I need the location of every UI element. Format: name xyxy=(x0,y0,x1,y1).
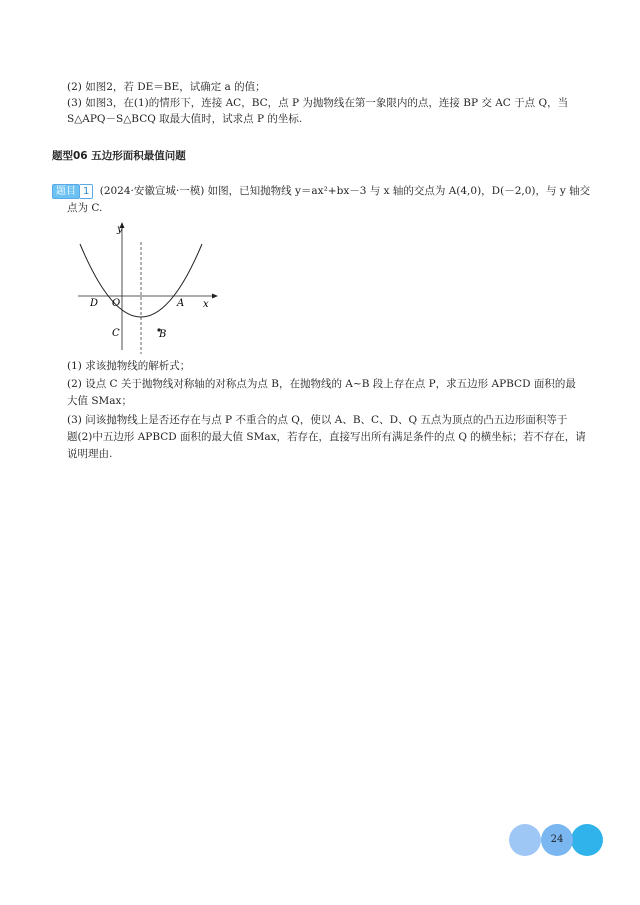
prev-problem-line-1: (2) 如图2，若 DE＝BE，试确定 a 的值； xyxy=(67,81,266,93)
label-b: B xyxy=(159,329,167,340)
problem-tag: 题目 xyxy=(52,184,80,199)
prev-problem-line-2: (3) 如图3，在(1)的情形下，连接 AC，BC，点 P 为抛物线在第一象限内的点，连接 BP 交 AC 于点 Q，当 xyxy=(67,97,569,109)
parabola-figure xyxy=(72,222,222,357)
problem-number: 1 xyxy=(80,184,93,199)
label-y: y xyxy=(117,224,123,235)
question-2-line-1: (2) 设点 C 关于抛物线对称轴的对称点为点 B，在抛物线的 A~B 段上存在点 P，求五边形 APBCD 面积的最 xyxy=(67,378,576,390)
label-x: x xyxy=(203,299,209,310)
section-heading: 题型06 五边形面积最值问题 xyxy=(52,150,186,162)
page-decor-circle-3 xyxy=(571,824,603,856)
problem-intro-line-1: (2024·安徽宣城·一模) 如图，已知抛物线 y＝ax²+bx－3 与 x 轴的交点为 A(4,0)，D(－2,0)，与 y 轴交 xyxy=(99,185,591,197)
label-c: C xyxy=(112,328,120,339)
question-3-line-1: (3) 问该抛物线上是否还存在与点 P 不重合的点 Q，使以 A、B、C、D、Q 五点为顶点的凸五边形面积等于 xyxy=(67,414,568,426)
label-d: D xyxy=(90,298,99,309)
page-decor-circle-1 xyxy=(509,824,541,856)
problem-intro-line-2: 点为 C. xyxy=(67,202,103,214)
problem-header xyxy=(52,183,590,199)
question-3-line-2: 题(2)中五边形 APBCD 面积的最大值 SMax，若存在，直接写出所有满足条件的点 Q 的横坐标；若不存在，请 xyxy=(67,431,586,443)
label-a: A xyxy=(177,298,185,309)
x-axis-arrow xyxy=(212,294,218,299)
question-3-line-3: 说明理由. xyxy=(67,448,113,460)
label-o: O xyxy=(112,298,121,309)
question-2-line-2: 大值 SMax； xyxy=(67,395,132,407)
prev-problem-line-3: S△APQ－S△BCQ 取最大值时，试求点 P 的坐标. xyxy=(67,113,303,125)
page-number: 24 xyxy=(550,834,564,845)
question-1: (1) 求该抛物线的解析式； xyxy=(67,360,191,372)
